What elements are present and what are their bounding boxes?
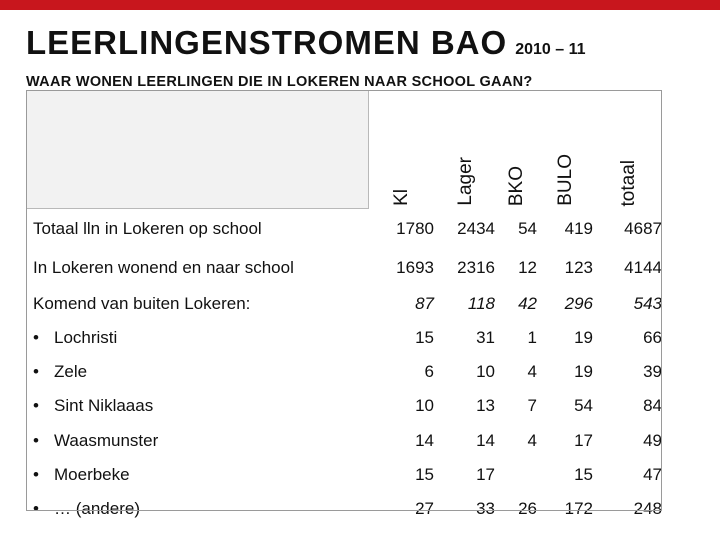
row-label-text: Waasmunster bbox=[54, 430, 159, 450]
cell-totaal: 66 bbox=[643, 327, 662, 347]
bullet-icon: • bbox=[33, 498, 39, 518]
header-row bbox=[27, 91, 663, 209]
bullet-icon: • bbox=[33, 361, 39, 381]
cell-lager: 2434 bbox=[457, 218, 495, 238]
header-kl-label: Kl bbox=[391, 189, 412, 206]
table-row bbox=[27, 249, 663, 287]
cell-bulo: 172 bbox=[564, 498, 593, 518]
row-label bbox=[27, 321, 369, 355]
cell-kl: 27 bbox=[415, 498, 434, 518]
cell-kl: 6 bbox=[424, 361, 434, 381]
table-row bbox=[27, 287, 663, 321]
page-subtitle: WAAR WONEN LEERLINGEN DIE IN LOKEREN NAAR SCHOOL GAAN? bbox=[26, 74, 533, 90]
cell-bko bbox=[496, 458, 538, 492]
cell-bko: 12 bbox=[518, 257, 537, 277]
cell-kl: 10 bbox=[415, 396, 434, 415]
table-row bbox=[27, 209, 663, 249]
row-label-text: Zele bbox=[54, 361, 88, 381]
header-lager bbox=[435, 91, 496, 209]
row-label bbox=[27, 249, 369, 287]
cell-kl: 15 bbox=[415, 464, 434, 484]
cell-kl: 14 bbox=[415, 430, 434, 450]
cell-bulo: 54 bbox=[574, 396, 593, 415]
cell-totaal: 39 bbox=[643, 361, 662, 381]
header-bulo bbox=[538, 91, 594, 209]
cell-bko: 4 bbox=[527, 430, 537, 450]
cell-bulo: 15 bbox=[574, 464, 593, 484]
table-row bbox=[27, 321, 663, 355]
header-lager-label: Lager bbox=[454, 157, 476, 206]
header-totaal bbox=[594, 91, 663, 209]
row-label-text: Moerbeke bbox=[54, 464, 130, 484]
cell-totaal: 4687 bbox=[624, 218, 662, 238]
accent-bar bbox=[0, 0, 720, 10]
page-title bbox=[26, 24, 585, 62]
row-label-text: … (andere) bbox=[54, 498, 140, 518]
cell-bulo: 19 bbox=[574, 361, 593, 381]
cell-bko: 26 bbox=[518, 498, 537, 518]
cell-bko: 54 bbox=[518, 218, 537, 238]
cell-lager: 33 bbox=[476, 498, 495, 518]
cell-totaal: 84 bbox=[643, 396, 662, 415]
cell-lager: 10 bbox=[476, 361, 495, 381]
table-row bbox=[27, 424, 663, 458]
cell-kl: 87 bbox=[415, 293, 434, 313]
cell-bko: 4 bbox=[527, 361, 537, 381]
bullet-icon: • bbox=[33, 430, 39, 450]
header-corner bbox=[27, 91, 369, 209]
cell-bulo: 296 bbox=[564, 293, 593, 313]
bullet-icon: • bbox=[33, 464, 39, 484]
cell-bulo: 419 bbox=[564, 218, 593, 238]
row-label bbox=[27, 424, 369, 458]
header-kl bbox=[369, 91, 435, 209]
cell-totaal: 49 bbox=[643, 430, 662, 450]
bullet-icon: • bbox=[33, 396, 39, 415]
cell-lager: 17 bbox=[476, 464, 495, 484]
cell-lager: 2316 bbox=[457, 257, 495, 277]
cell-totaal: 47 bbox=[643, 464, 662, 484]
header-bulo-label: BULO bbox=[555, 154, 576, 206]
cell-bko: 42 bbox=[518, 293, 537, 313]
student-flow-table bbox=[26, 90, 663, 526]
table-row bbox=[27, 492, 663, 526]
row-label bbox=[27, 492, 369, 526]
cell-totaal: 4144 bbox=[624, 257, 662, 277]
table-row bbox=[27, 355, 663, 389]
table-row bbox=[27, 389, 663, 424]
bullet-icon: • bbox=[33, 327, 39, 347]
row-label-text: Lochristi bbox=[54, 327, 118, 347]
cell-bulo: 17 bbox=[574, 430, 593, 450]
header-bko bbox=[496, 91, 538, 209]
cell-lager: 13 bbox=[476, 396, 495, 415]
cell-bko: 1 bbox=[527, 327, 537, 347]
table-row bbox=[27, 458, 663, 492]
cell-kl: 1780 bbox=[396, 218, 434, 238]
cell-lager: 31 bbox=[476, 327, 495, 347]
cell-bulo: 123 bbox=[564, 257, 593, 277]
cell-bulo: 19 bbox=[574, 327, 593, 347]
cell-totaal: 543 bbox=[633, 293, 662, 313]
row-label-text: In Lokeren wonend en naar school bbox=[33, 257, 294, 277]
cell-lager: 118 bbox=[467, 293, 495, 313]
cell-kl: 15 bbox=[415, 327, 434, 347]
row-label bbox=[27, 355, 369, 389]
header-totaal-label: totaal bbox=[617, 159, 639, 206]
row-label bbox=[27, 389, 369, 424]
header-bko-label: BKO bbox=[506, 165, 527, 206]
row-label bbox=[27, 458, 369, 492]
row-label bbox=[27, 287, 369, 321]
cell-bko: 7 bbox=[527, 396, 537, 415]
row-label bbox=[27, 209, 369, 249]
cell-totaal: 248 bbox=[633, 498, 662, 518]
title-main: LEERLINGENSTROMEN BAO bbox=[26, 24, 508, 61]
cell-kl: 1693 bbox=[396, 257, 434, 277]
title-years: 2010 – 11 bbox=[515, 41, 586, 58]
row-label-text: Totaal lln in Lokeren op school bbox=[33, 218, 262, 238]
table-body bbox=[27, 209, 663, 526]
row-label-text: Komend van buiten Lokeren: bbox=[33, 293, 251, 313]
cell-lager: 14 bbox=[476, 430, 495, 450]
row-label-text: Sint Niklaaas bbox=[54, 396, 154, 415]
